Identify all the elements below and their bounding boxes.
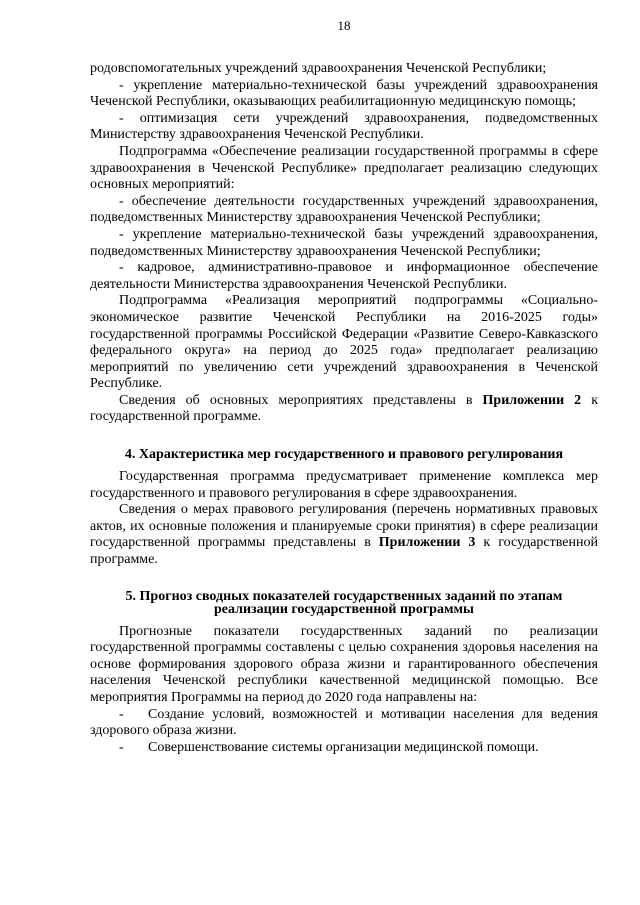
appendix-2-text-after: к государственной программе. <box>90 392 598 425</box>
paragraph-continuation: родовспомогательных учреждений здравоохранения Чеченской Республики; <box>90 61 547 76</box>
section-4-paragraph-1: Государственная программа предусматривает применение комплекса мер государственного и правового регулирования в сфере здравоохранения. <box>90 469 598 501</box>
paragraph-subprogram-support: Подпрограмма «Обеспечение реализации государственной программы в сфере здравоохранения в Чеченской Республике» предполагает реализацию следующих основных мероприятий: <box>90 143 598 193</box>
section-5-heading-line-2: реализации государственной программы <box>214 601 474 617</box>
document-page <box>90 18 598 756</box>
list-item-staffing: - кадровое, административно-правовое и информационное обеспечение деятельности Министерства здравоохранения Чеченской Республики. <box>90 260 598 292</box>
section-5-heading-line-1: 5. Прогноз сводных показателей государственных заданий по этапам <box>125 588 563 604</box>
bullet-marker: - <box>119 706 124 722</box>
appendix-2-text-before: Сведения об основных мероприятиях представлены в <box>119 392 483 408</box>
appendix-3-reference: Приложении 3 <box>378 535 476 551</box>
list-item-institution-activity: - обеспечение деятельности государственных учреждений здравоохранения, подведомственных Министерству здравоохранения Чеченской Республики; <box>90 193 598 226</box>
bullet-marker: - <box>119 739 124 755</box>
paragraph-subprogram-north-caucasus: Подпрограмма «Реализация мероприятий подпрограммы «Социально-экономическое развитие Чеченской Республики на 2016-2025 годы» государственной программы Российской Федерации «Развитие Северо-Кавказского федерального округа» на период до 2025 года» предполагает реализацию мероприятий по увеличению сети учреждений здравоохранения в Чеченской Республике. <box>90 293 598 392</box>
section-4-heading: 4. Характеристика мер государственного и правового регулирования <box>124 447 564 463</box>
section-4-p2-text-before: Сведения о мерах правового регулирования (перечень нормативных правовых актов, их основные положения и планируемые сроки принятия) в сфере реализации государственной программы представлены в <box>90 502 598 551</box>
section-4-paragraph-2 <box>90 502 598 568</box>
bullet-text: Создание условий, возможностей и мотивации населения для ведения здорового образа жизни. <box>90 706 598 739</box>
list-item-material-base: - укрепление материально-технической базы учреждений здравоохранения, подведомственных Министерству здравоохранения Чеченской Республики; <box>90 226 598 259</box>
section-5-heading <box>90 590 598 616</box>
section-5-bullet-1 <box>90 707 598 740</box>
paragraph-appendix-2 <box>90 393 598 426</box>
list-item-rehab-base: - укрепление материально-технической базы учреждений здравоохранения Чеченской Республики, оказывающих реабилитационную медицинскую помощь; <box>90 77 598 110</box>
list-item-network-optimization: - оптимизация сети учреждений здравоохранения, подведомственных Министерству здравоохранения Чеченской Республики. <box>90 110 598 143</box>
section-5-paragraph-1: Прогнозные показатели государственных заданий по реализации государственной программы составлены с целью сохранения здоровья населения на основе формирования здорового образа жизни и гарантированного обеспечения населения Чеченской республики качественной медицинской помощью. Все мероприятия Программы на период до 2020 года направлены на: <box>90 623 598 705</box>
section-5-bullet-2 <box>90 740 598 757</box>
section-4-p2-text-after: к государственной программе. <box>90 535 598 568</box>
page-number: 18 <box>337 18 351 33</box>
appendix-2-reference: Приложении 2 <box>482 392 582 408</box>
bullet-text: Совершенствование системы организации медицинской помощи. <box>148 739 539 755</box>
